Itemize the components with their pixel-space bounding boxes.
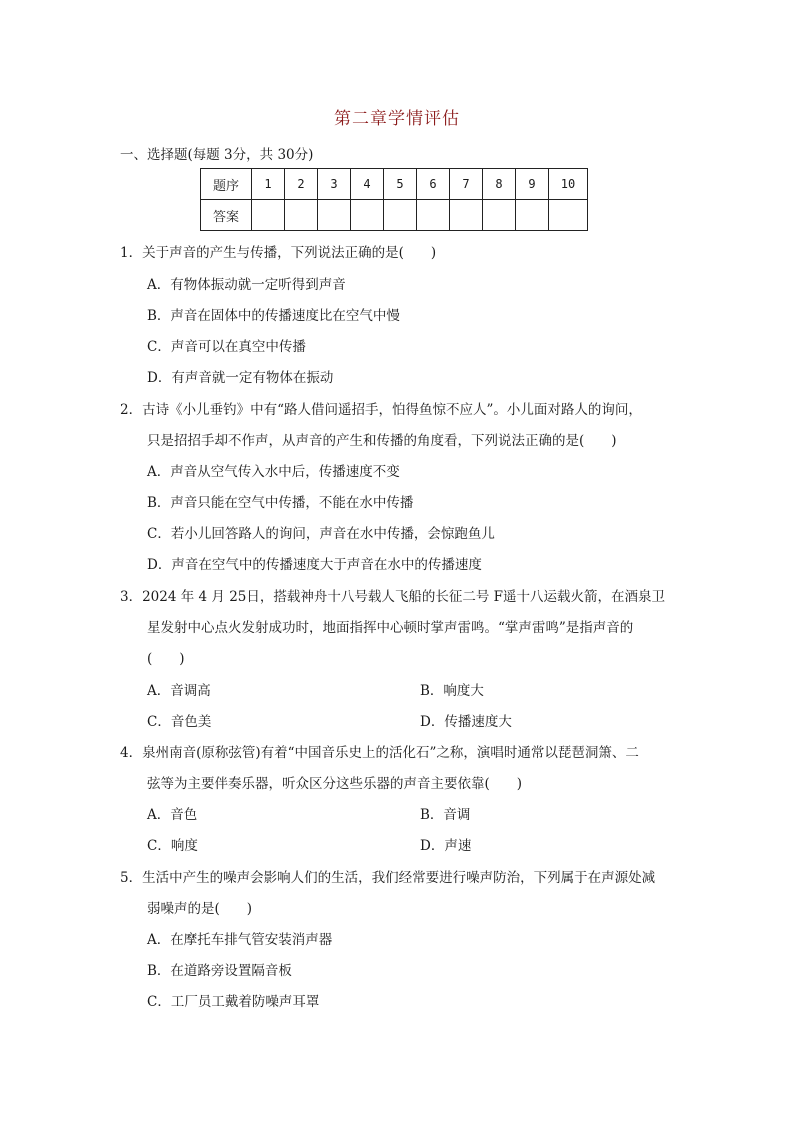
question-4-stem: 4．泉州南音(原称弦管)有着“中国音乐史上的活化石”之称，演唱时通常以琵琶洞箫、二 xyxy=(120,745,639,761)
answer-cell[interactable] xyxy=(450,200,483,231)
question-5-stem: 5．生活中产生的噪声会影响人们的生活，我们经常要进行噪声防治，下列属于在声源处减 xyxy=(120,870,656,886)
question-3-option-a: A．音调高 xyxy=(147,683,211,699)
question-number-cell: 2 xyxy=(285,169,318,200)
question-2-stem-continued: 只是招招手却不作声，从声音的产生和传播的角度看，下列说法正确的是( ) xyxy=(147,433,617,449)
table-header-cell: 答案 xyxy=(201,200,252,231)
question-number-cell: 4 xyxy=(351,169,384,200)
page-title: 第二章学情评估 xyxy=(334,109,460,129)
question-3-stem-continued: ( ) xyxy=(147,651,185,667)
question-5-option-c: C．工厂员工戴着防噪声耳罩 xyxy=(147,994,320,1010)
question-5-option-b: B．在道路旁设置隔音板 xyxy=(147,963,292,979)
question-number-cell: 9 xyxy=(516,169,549,200)
question-number-cell: 6 xyxy=(417,169,450,200)
answer-cell[interactable] xyxy=(351,200,384,231)
question-number-cell: 7 xyxy=(450,169,483,200)
question-3-option-b: B．响度大 xyxy=(420,683,484,699)
question-3-option-c: C．音色美 xyxy=(147,714,212,730)
question-5-option-a: A．在摩托车排气管安装消声器 xyxy=(147,932,333,948)
question-4-option-a: A．音色 xyxy=(147,807,198,823)
question-number-cell: 8 xyxy=(483,169,516,200)
answer-cell[interactable] xyxy=(252,200,285,231)
answer-cell[interactable] xyxy=(516,200,549,231)
question-4-stem-continued: 弦等为主要伴奏乐器，听众区分这些乐器的声音主要依靠( ) xyxy=(147,776,523,792)
question-number-cell: 10 xyxy=(549,169,588,200)
answer-cell[interactable] xyxy=(483,200,516,231)
question-number-cell: 1 xyxy=(252,169,285,200)
question-1-option-a: A．有物体振动就一定听得到声音 xyxy=(147,277,346,293)
question-4-option-d: D．声速 xyxy=(420,838,472,854)
question-2-option-d: D．声音在空气中的传播速度大于声音在水中的传播速度 xyxy=(147,557,482,573)
question-2-option-c: C．若小儿回答路人的询问，声音在水中传播，会惊跑鱼儿 xyxy=(147,526,495,542)
answer-cell[interactable] xyxy=(318,200,351,231)
table-row xyxy=(201,200,588,231)
answer-cell[interactable] xyxy=(384,200,417,231)
question-4-option-b: B．音调 xyxy=(420,807,471,823)
section-heading: 一、选择题(每题 3分，共 30分) xyxy=(120,147,314,163)
question-3-option-d: D．传播速度大 xyxy=(420,714,512,730)
answer-table xyxy=(200,168,588,231)
question-5-stem-continued: 弱噪声的是( ) xyxy=(147,901,253,917)
question-number-cell: 3 xyxy=(318,169,351,200)
question-1-option-b: B．声音在固体中的传播速度比在空气中慢 xyxy=(147,308,400,324)
table-header-cell: 题序 xyxy=(201,169,252,200)
question-3-stem: 3．2024 年 4 月 25日，搭载神舟十八号载人飞船的长征二号 F遥十八运载火箭，在酒泉卫 xyxy=(120,589,666,605)
question-2-option-a: A．声音从空气传入水中后，传播速度不变 xyxy=(147,464,400,480)
question-2-option-b: B．声音只能在空气中传播，不能在水中传播 xyxy=(147,495,414,511)
question-2-stem: 2．古诗《小儿垂钓》中有“路人借问遥招手，怕得鱼惊不应人”。小儿面对路人的询问， xyxy=(120,402,642,418)
answer-cell[interactable] xyxy=(417,200,450,231)
answer-cell[interactable] xyxy=(549,200,588,231)
question-number-cell: 5 xyxy=(384,169,417,200)
question-4-option-c: C．响度 xyxy=(147,838,198,854)
question-3-stem-continued: 星发射中心点火发射成功时，地面指挥中心顿时掌声雷鸣。“掌声雷鸣”是指声音的 xyxy=(147,620,634,636)
question-1-stem: 1．关于声音的产生与传播，下列说法正确的是( ) xyxy=(120,245,437,261)
table-row xyxy=(201,169,588,200)
question-1-option-c: C．声音可以在真空中传播 xyxy=(147,339,306,355)
question-1-option-d: D．有声音就一定有物体在振动 xyxy=(147,370,334,386)
answer-cell[interactable] xyxy=(285,200,318,231)
